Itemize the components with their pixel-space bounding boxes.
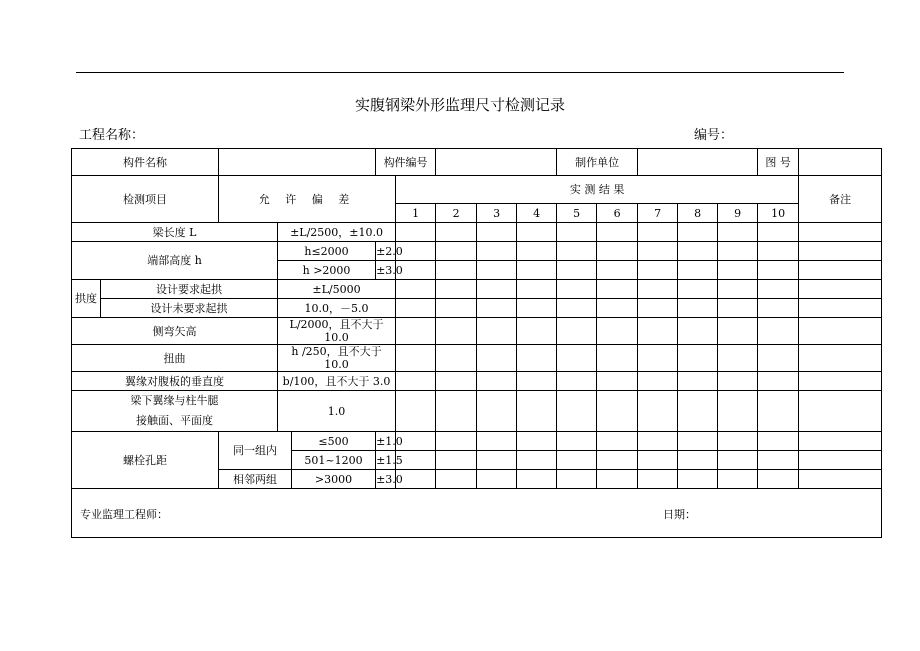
- remark-cell[interactable]: [799, 242, 882, 261]
- remark-cell[interactable]: [799, 299, 882, 318]
- item-label: 端部高度 h: [72, 242, 278, 280]
- measurement-cell[interactable]: [517, 345, 557, 372]
- measurement-cell[interactable]: [557, 391, 597, 432]
- measurement-cell[interactable]: [436, 280, 477, 299]
- measurement-cell[interactable]: [638, 391, 678, 432]
- measurement-cell[interactable]: [477, 299, 517, 318]
- measurement-cell[interactable]: [597, 345, 638, 372]
- measurement-cell[interactable]: [517, 223, 557, 242]
- measurement-cell[interactable]: [758, 372, 799, 391]
- tolerance-value: b/100，且不大于 3.0: [278, 372, 396, 391]
- col-number: 2: [436, 204, 477, 223]
- sub-item: 相邻两组: [219, 470, 292, 489]
- measurement-cell[interactable]: [436, 318, 477, 345]
- measurement-cell[interactable]: [718, 261, 758, 280]
- item-label: 梁长度 L: [72, 223, 278, 242]
- measurement-cell[interactable]: [678, 345, 718, 372]
- measurement-cell[interactable]: [436, 391, 477, 432]
- maker-value[interactable]: [638, 149, 758, 176]
- measurement-cell[interactable]: [436, 451, 477, 470]
- condition: >3000: [292, 470, 376, 489]
- measurement-cell[interactable]: [758, 470, 799, 489]
- measurement-cell[interactable]: [638, 372, 678, 391]
- measurement-cell[interactable]: [517, 451, 557, 470]
- tolerance-value: ±3.0: [376, 261, 396, 280]
- measurement-cell[interactable]: [396, 223, 436, 242]
- measurement-cell[interactable]: [557, 299, 597, 318]
- header-row-items: [72, 176, 882, 204]
- measurement-cell[interactable]: [758, 280, 799, 299]
- measurement-cell[interactable]: [396, 318, 436, 345]
- remark-cell[interactable]: [799, 261, 882, 280]
- measurement-cell[interactable]: [436, 261, 477, 280]
- measurement-cell[interactable]: [436, 432, 477, 451]
- serial-number-label: 编号：: [694, 128, 734, 143]
- maker-label: 制作单位: [557, 149, 638, 176]
- measurement-cell[interactable]: [517, 299, 557, 318]
- tolerance-value: ±L/5000: [278, 280, 396, 299]
- measurement-cell[interactable]: [758, 318, 799, 345]
- measurement-cell[interactable]: [517, 391, 557, 432]
- measurement-cell[interactable]: [557, 345, 597, 372]
- row-camber-req: [72, 280, 882, 299]
- measurement-cell[interactable]: [436, 372, 477, 391]
- measurement-cell[interactable]: [718, 391, 758, 432]
- item-label-line2: 接触面、平面度: [136, 414, 213, 427]
- measurement-cell[interactable]: [638, 242, 678, 261]
- measurement-cell[interactable]: [477, 372, 517, 391]
- measurement-cell[interactable]: [477, 261, 517, 280]
- measurement-cell[interactable]: [436, 242, 477, 261]
- inspection-item-header: 检测项目: [72, 176, 219, 223]
- measurement-cell[interactable]: [557, 432, 597, 451]
- measurement-cell[interactable]: [758, 451, 799, 470]
- row-flange: [72, 372, 882, 391]
- measurement-cell[interactable]: [436, 299, 477, 318]
- measurement-cell[interactable]: [597, 261, 638, 280]
- measurement-cell[interactable]: [597, 223, 638, 242]
- measurement-cell[interactable]: [718, 470, 758, 489]
- tolerance-value: L/2000，且不大于 10.0: [278, 318, 396, 345]
- measurement-cell[interactable]: [597, 299, 638, 318]
- measurement-cell[interactable]: [758, 432, 799, 451]
- measurement-cell[interactable]: [557, 470, 597, 489]
- row-beam-length: [72, 223, 882, 242]
- component-no-value[interactable]: [436, 149, 557, 176]
- measurement-cell[interactable]: [638, 261, 678, 280]
- measurement-cell[interactable]: [517, 242, 557, 261]
- tolerance-value: 1.0: [278, 391, 396, 432]
- measurement-cell[interactable]: [597, 391, 638, 432]
- remarks-header: 备注: [799, 176, 882, 223]
- measurement-cell[interactable]: [678, 470, 718, 489]
- measurement-cell[interactable]: [477, 470, 517, 489]
- tolerance-value: h /250，且不大于 10.0: [278, 345, 396, 372]
- remark-cell[interactable]: [799, 451, 882, 470]
- results-header: 实 测 结 果: [396, 176, 799, 204]
- measurement-cell[interactable]: [477, 280, 517, 299]
- tolerance-value: ±1.5: [376, 451, 396, 470]
- item-label: 扭曲: [72, 345, 278, 372]
- measurement-cell[interactable]: [517, 261, 557, 280]
- measurement-cell[interactable]: [517, 372, 557, 391]
- item-label: 拱度: [72, 280, 101, 318]
- remark-cell[interactable]: [799, 432, 882, 451]
- item-label: [72, 391, 278, 432]
- measurement-cell[interactable]: [477, 345, 517, 372]
- measurement-cell[interactable]: [557, 242, 597, 261]
- remark-cell[interactable]: [799, 391, 882, 432]
- measurement-cell[interactable]: [758, 391, 799, 432]
- measurement-cell[interactable]: [758, 242, 799, 261]
- measurement-cell[interactable]: [597, 470, 638, 489]
- measurement-cell[interactable]: [638, 470, 678, 489]
- measurement-cell[interactable]: [557, 223, 597, 242]
- measurement-cell[interactable]: [638, 280, 678, 299]
- measurement-cell[interactable]: [678, 280, 718, 299]
- col-number: 9: [718, 204, 758, 223]
- tolerance-value: ±3.0: [376, 470, 396, 489]
- measurement-cell[interactable]: [557, 280, 597, 299]
- component-name-label: 构件名称: [72, 149, 219, 176]
- measurement-cell[interactable]: [678, 223, 718, 242]
- measurement-cell[interactable]: [396, 299, 436, 318]
- measurement-cell[interactable]: [436, 470, 477, 489]
- col-number: 1: [396, 204, 436, 223]
- measurement-cell[interactable]: [557, 261, 597, 280]
- measurement-cell[interactable]: [638, 318, 678, 345]
- measurement-cell[interactable]: [597, 242, 638, 261]
- row-sweep: [72, 318, 882, 345]
- measurement-cell[interactable]: [718, 223, 758, 242]
- measurement-cell[interactable]: [597, 372, 638, 391]
- project-name-label: 工程名称：: [79, 128, 145, 143]
- measurement-cell[interactable]: [597, 318, 638, 345]
- measurement-cell[interactable]: [597, 451, 638, 470]
- measurement-cell[interactable]: [557, 318, 597, 345]
- measurement-cell[interactable]: [597, 432, 638, 451]
- measurement-cell[interactable]: [678, 242, 718, 261]
- col-number: 8: [678, 204, 718, 223]
- remark-cell[interactable]: [799, 345, 882, 372]
- col-number: 10: [758, 204, 799, 223]
- tolerance-value: ±1.0: [376, 432, 396, 451]
- drawing-no-value[interactable]: [799, 149, 882, 176]
- measurement-cell[interactable]: [678, 451, 718, 470]
- col-number: 4: [517, 204, 557, 223]
- sub-item: 设计未要求起拱: [101, 299, 278, 318]
- component-no-label: 构件编号: [376, 149, 436, 176]
- measurement-cell[interactable]: [477, 391, 517, 432]
- measurement-cell[interactable]: [678, 318, 718, 345]
- remark-cell[interactable]: [799, 372, 882, 391]
- measurement-cell[interactable]: [396, 372, 436, 391]
- measurement-cell[interactable]: [718, 372, 758, 391]
- footer-row: [72, 489, 882, 538]
- engineer-label: 专业监理工程师：: [80, 508, 168, 521]
- remark-cell[interactable]: [799, 223, 882, 242]
- measurement-cell[interactable]: [396, 391, 436, 432]
- col-number: 3: [477, 204, 517, 223]
- col-number: 6: [597, 204, 638, 223]
- row-bolt-1: [72, 432, 882, 451]
- date-label: 日期：: [663, 508, 696, 521]
- measurement-cell[interactable]: [517, 280, 557, 299]
- measurement-cell[interactable]: [678, 432, 718, 451]
- page-title: 实腹钢梁外形监理尺寸检测记录: [354, 96, 565, 114]
- measurement-cell[interactable]: [758, 223, 799, 242]
- measurement-cell[interactable]: [718, 280, 758, 299]
- measurement-cell[interactable]: [436, 223, 477, 242]
- signature-area[interactable]: [72, 489, 882, 538]
- measurement-cell[interactable]: [678, 261, 718, 280]
- tolerance-value: ±2.0: [376, 242, 396, 261]
- sub-item: 同一组内: [219, 432, 292, 470]
- row-camber-noreq: [72, 299, 882, 318]
- measurement-cell[interactable]: [477, 318, 517, 345]
- measurement-cell[interactable]: [678, 299, 718, 318]
- item-label-line1: 梁下翼缘与柱牛腿: [130, 394, 219, 407]
- condition: h >2000: [278, 261, 376, 280]
- measurement-cell[interactable]: [758, 261, 799, 280]
- measurement-cell[interactable]: [718, 432, 758, 451]
- col-number: 5: [557, 204, 597, 223]
- item-label: 侧弯矢高: [72, 318, 278, 345]
- measurement-cell[interactable]: [477, 242, 517, 261]
- row-twist: [72, 345, 882, 372]
- measurement-cell[interactable]: [678, 372, 718, 391]
- measurement-cell[interactable]: [718, 299, 758, 318]
- tolerance-value: ±L/2500，±10.0: [278, 223, 396, 242]
- measurement-cell[interactable]: [638, 345, 678, 372]
- remark-cell[interactable]: [799, 470, 882, 489]
- header-row-component: [72, 149, 882, 176]
- row-contact: [72, 391, 882, 432]
- measurement-cell[interactable]: [477, 223, 517, 242]
- condition: ≤500: [292, 432, 376, 451]
- remark-cell[interactable]: [799, 280, 882, 299]
- item-label: 翼缘对腹板的垂直度: [72, 372, 278, 391]
- condition: h≤2000: [278, 242, 376, 261]
- condition: 501~1200: [292, 451, 376, 470]
- measurement-cell[interactable]: [718, 451, 758, 470]
- measurement-cell[interactable]: [758, 299, 799, 318]
- measurement-cell[interactable]: [396, 280, 436, 299]
- measurement-cell[interactable]: [517, 432, 557, 451]
- drawing-no-label: 图 号: [758, 149, 799, 176]
- measurement-cell[interactable]: [718, 318, 758, 345]
- col-number: 7: [638, 204, 678, 223]
- remark-cell[interactable]: [799, 318, 882, 345]
- tolerance-value: 10.0，－5.0: [278, 299, 396, 318]
- top-rule: [76, 72, 844, 73]
- measurement-cell[interactable]: [718, 242, 758, 261]
- measurement-cell[interactable]: [477, 451, 517, 470]
- component-name-value[interactable]: [219, 149, 376, 176]
- measurement-cell[interactable]: [396, 345, 436, 372]
- measurement-cell[interactable]: [557, 451, 597, 470]
- measurement-cell[interactable]: [597, 280, 638, 299]
- sub-item: 设计要求起拱: [101, 280, 278, 299]
- row-end-height-a: [72, 242, 882, 261]
- inspection-table: [71, 148, 882, 538]
- measurement-cell[interactable]: [638, 299, 678, 318]
- item-label: 螺栓孔距: [72, 432, 219, 489]
- measurement-cell[interactable]: [477, 432, 517, 451]
- measurement-cell[interactable]: [638, 451, 678, 470]
- measurement-cell[interactable]: [517, 318, 557, 345]
- measurement-cell[interactable]: [678, 391, 718, 432]
- measurement-cell[interactable]: [758, 345, 799, 372]
- measurement-cell[interactable]: [718, 345, 758, 372]
- measurement-cell[interactable]: [517, 470, 557, 489]
- measurement-cell[interactable]: [557, 372, 597, 391]
- measurement-cell[interactable]: [638, 223, 678, 242]
- measurement-cell[interactable]: [436, 345, 477, 372]
- measurement-cell[interactable]: [638, 432, 678, 451]
- tolerance-header: 允 许 偏 差: [219, 176, 396, 223]
